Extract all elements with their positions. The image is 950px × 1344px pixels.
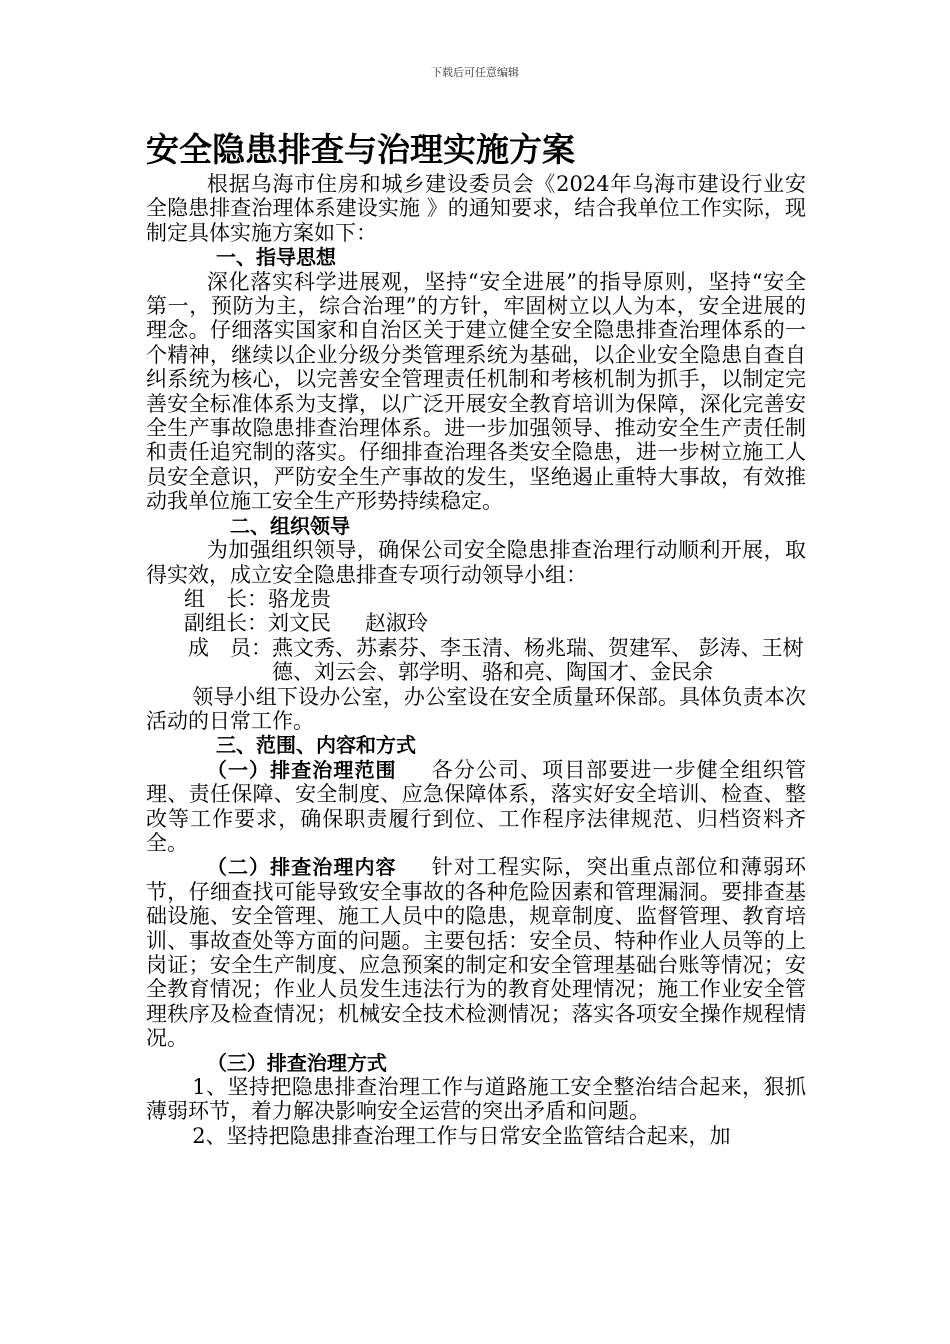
members-list: 燕文秀、苏素芬、李玉清、杨兆瑞、贺建军、 彭涛、王树德、刘云会、郭学明、骆和亮、陶国才、金民余 bbox=[272, 635, 804, 685]
method-item-2: 2、坚持把隐患排查治理工作与日常安全监管结合起来，加 bbox=[192, 1123, 731, 1148]
deputy-name: 赵淑玲 bbox=[365, 611, 428, 636]
leader-label: 组 长： bbox=[184, 586, 268, 611]
organization-paragraph: 为加强组织领导，确保公司安全隐患排查治理行动顺利开展，取得实效，成立安全隐患排查专项行动领导小组： bbox=[146, 538, 806, 587]
guiding-paragraph: 深化落实科学进展观，坚持“安全进展”的指导原则，坚持“安全第一，预防为主，综合治理”的方针，牢固树立以人为本，安全进展的理念。仔细落实国家和自治区关于建立健全安全隐患排查治理体系的一个精神，继续以企业分级分类管理系统为基础，以企业安全隐患自查自纠系统为核心，以完善安全管理责任机制和考核机制为抓手，以制定完善安全标准体系为支撑，以广泛开展安全教育培训为保障，深化完善安全生产事故隐患排查治理体系。进一步加强领导、推动安全生产责任制和责任追究制的落实。仔细排查治理各类安全隐患，进一步树立施工人员安全意识，严防安全生产事故的发生，坚绝遏止重特大事故，有效推动我单位施工安全生产形势持续稳定。 bbox=[146, 269, 806, 514]
document-title: 安全隐患排查与治理实施方案 bbox=[146, 130, 575, 169]
method-label: （三）排查治理方式 bbox=[206, 1050, 387, 1075]
scope-paragraph bbox=[146, 758, 806, 856]
scope-label: （一）排查治理范围 bbox=[206, 757, 397, 782]
office-paragraph: 领导小组下设办公室，办公室设在安全质量环保部。具体负责本次活动的日常工作。 bbox=[146, 684, 806, 733]
leader-row bbox=[146, 587, 806, 611]
deputy-name: 刘文民 bbox=[268, 611, 331, 636]
method-item-1: 1、坚持把隐患排查治理工作与道路施工安全整治结合起来，狠抓薄弱环节，着力解决影响安全运营的突出矛盾和问题。 bbox=[146, 1075, 806, 1124]
content-label: （二）排查治理内容 bbox=[206, 855, 397, 880]
members-label: 成 员： bbox=[188, 635, 272, 660]
method-heading-paragraph bbox=[146, 1051, 806, 1075]
leader-name: 骆龙贵 bbox=[268, 586, 331, 611]
document-body bbox=[146, 128, 806, 1148]
deputy-label: 副组长： bbox=[184, 611, 268, 636]
content-text: 针对工程实际，突出重点部位和薄弱环节，仔细查找可能导致安全事故的各种危险因素和管理漏洞。要排查基础设施、安全管理、施工人员中的隐患，规章制度、监督管理、教育培训、事故查处等方面的问题。主要包括：安全员、特种作业人员等的上岗证；安全生产制度、应急预案的制定和安全管理基础台账等情况；安全教育情况；作业人员发生违法行为的教育处理情况；施工作业安全管理秩序及检查情况；机械安全技术检测情况；落实各项安全操作规程情况。 bbox=[146, 855, 807, 1051]
section-heading-organization: 二、组织领导 bbox=[230, 513, 350, 538]
scope-text: 各分公司、项目部要进一步健全组织管理、责任保障、安全制度、应急保障体系，落实好安全培训、检查、整改等工作要求，确保职责履行到位、工作程序法律规范、归档资料齐全。 bbox=[146, 757, 807, 855]
section-heading-guiding: 一、指导思想 bbox=[216, 245, 336, 270]
deputy-row bbox=[146, 611, 806, 635]
content-paragraph bbox=[146, 855, 806, 1050]
intro-paragraph: 根据乌海市住房和城乡建设委员会《2024年乌海市建设行业安全隐患排查治理体系建设实施 》的通知要求，结合我单位工作实际，现制定具体实施方案如下： bbox=[146, 172, 806, 245]
header-note: 下载后可任意编辑 bbox=[431, 66, 519, 79]
members-row bbox=[146, 636, 806, 685]
section-heading-scope: 三、范围、内容和方式 bbox=[216, 733, 416, 758]
